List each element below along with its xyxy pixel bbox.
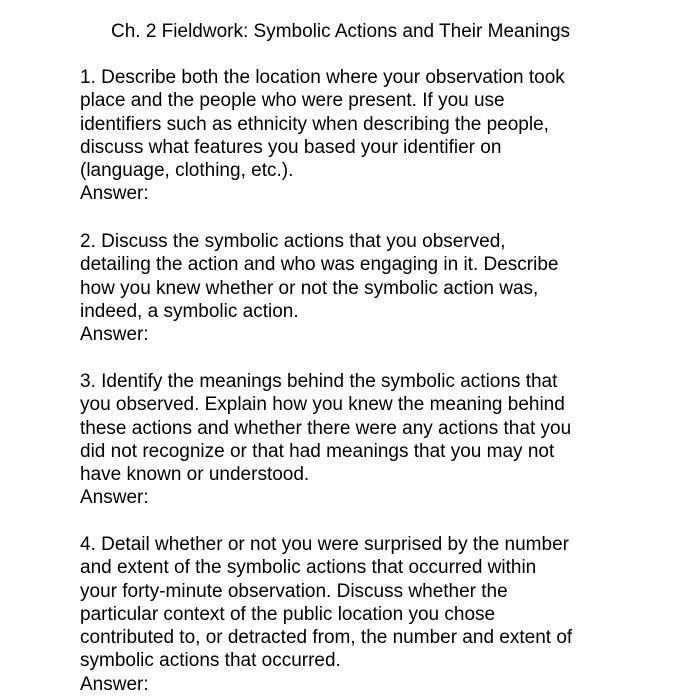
question-3-answer-label: Answer:: [80, 487, 149, 509]
question-2: [80, 230, 620, 346]
question-4-answer-label: Answer:: [80, 673, 149, 695]
question-4: [80, 533, 620, 696]
question-4-text: 4. Detail whether or not you were surprised by the number and extent of the symbolic actions that occurred within your forty-minute observation. Discuss whether the particular context of the public location you chose contributed to, or detracted from, the number and extent of symbolic actions that occurred.: [80, 534, 573, 672]
question-3: [80, 370, 620, 510]
document-title: Ch. 2 Fieldwork: Symbolic Actions and Their Meanings: [110, 21, 571, 42]
question-1: [80, 66, 620, 206]
question-1-answer-label: Answer:: [80, 183, 149, 205]
question-2-answer-label: Answer:: [80, 324, 149, 346]
question-1-text: 1. Describe both the location where your observation took place and the people who were present. If you use identifiers such as ethnicity when describing the people, discuss what features you based your identifier on (language, clothing, etc.).: [80, 67, 565, 182]
question-2-text: 2. Discuss the symbolic actions that you observed, detailing the action and who was engaging in it. Describe how you knew whether or not the symbolic action was, indeed, a symbolic action.: [80, 231, 559, 322]
question-3-text: 3. Identify the meanings behind the symbolic actions that you observed. Explain how you knew the meaning behind these actions and whether there were any actions that you did not recognize or that had meanings that you may not have known or understood.: [80, 371, 572, 486]
